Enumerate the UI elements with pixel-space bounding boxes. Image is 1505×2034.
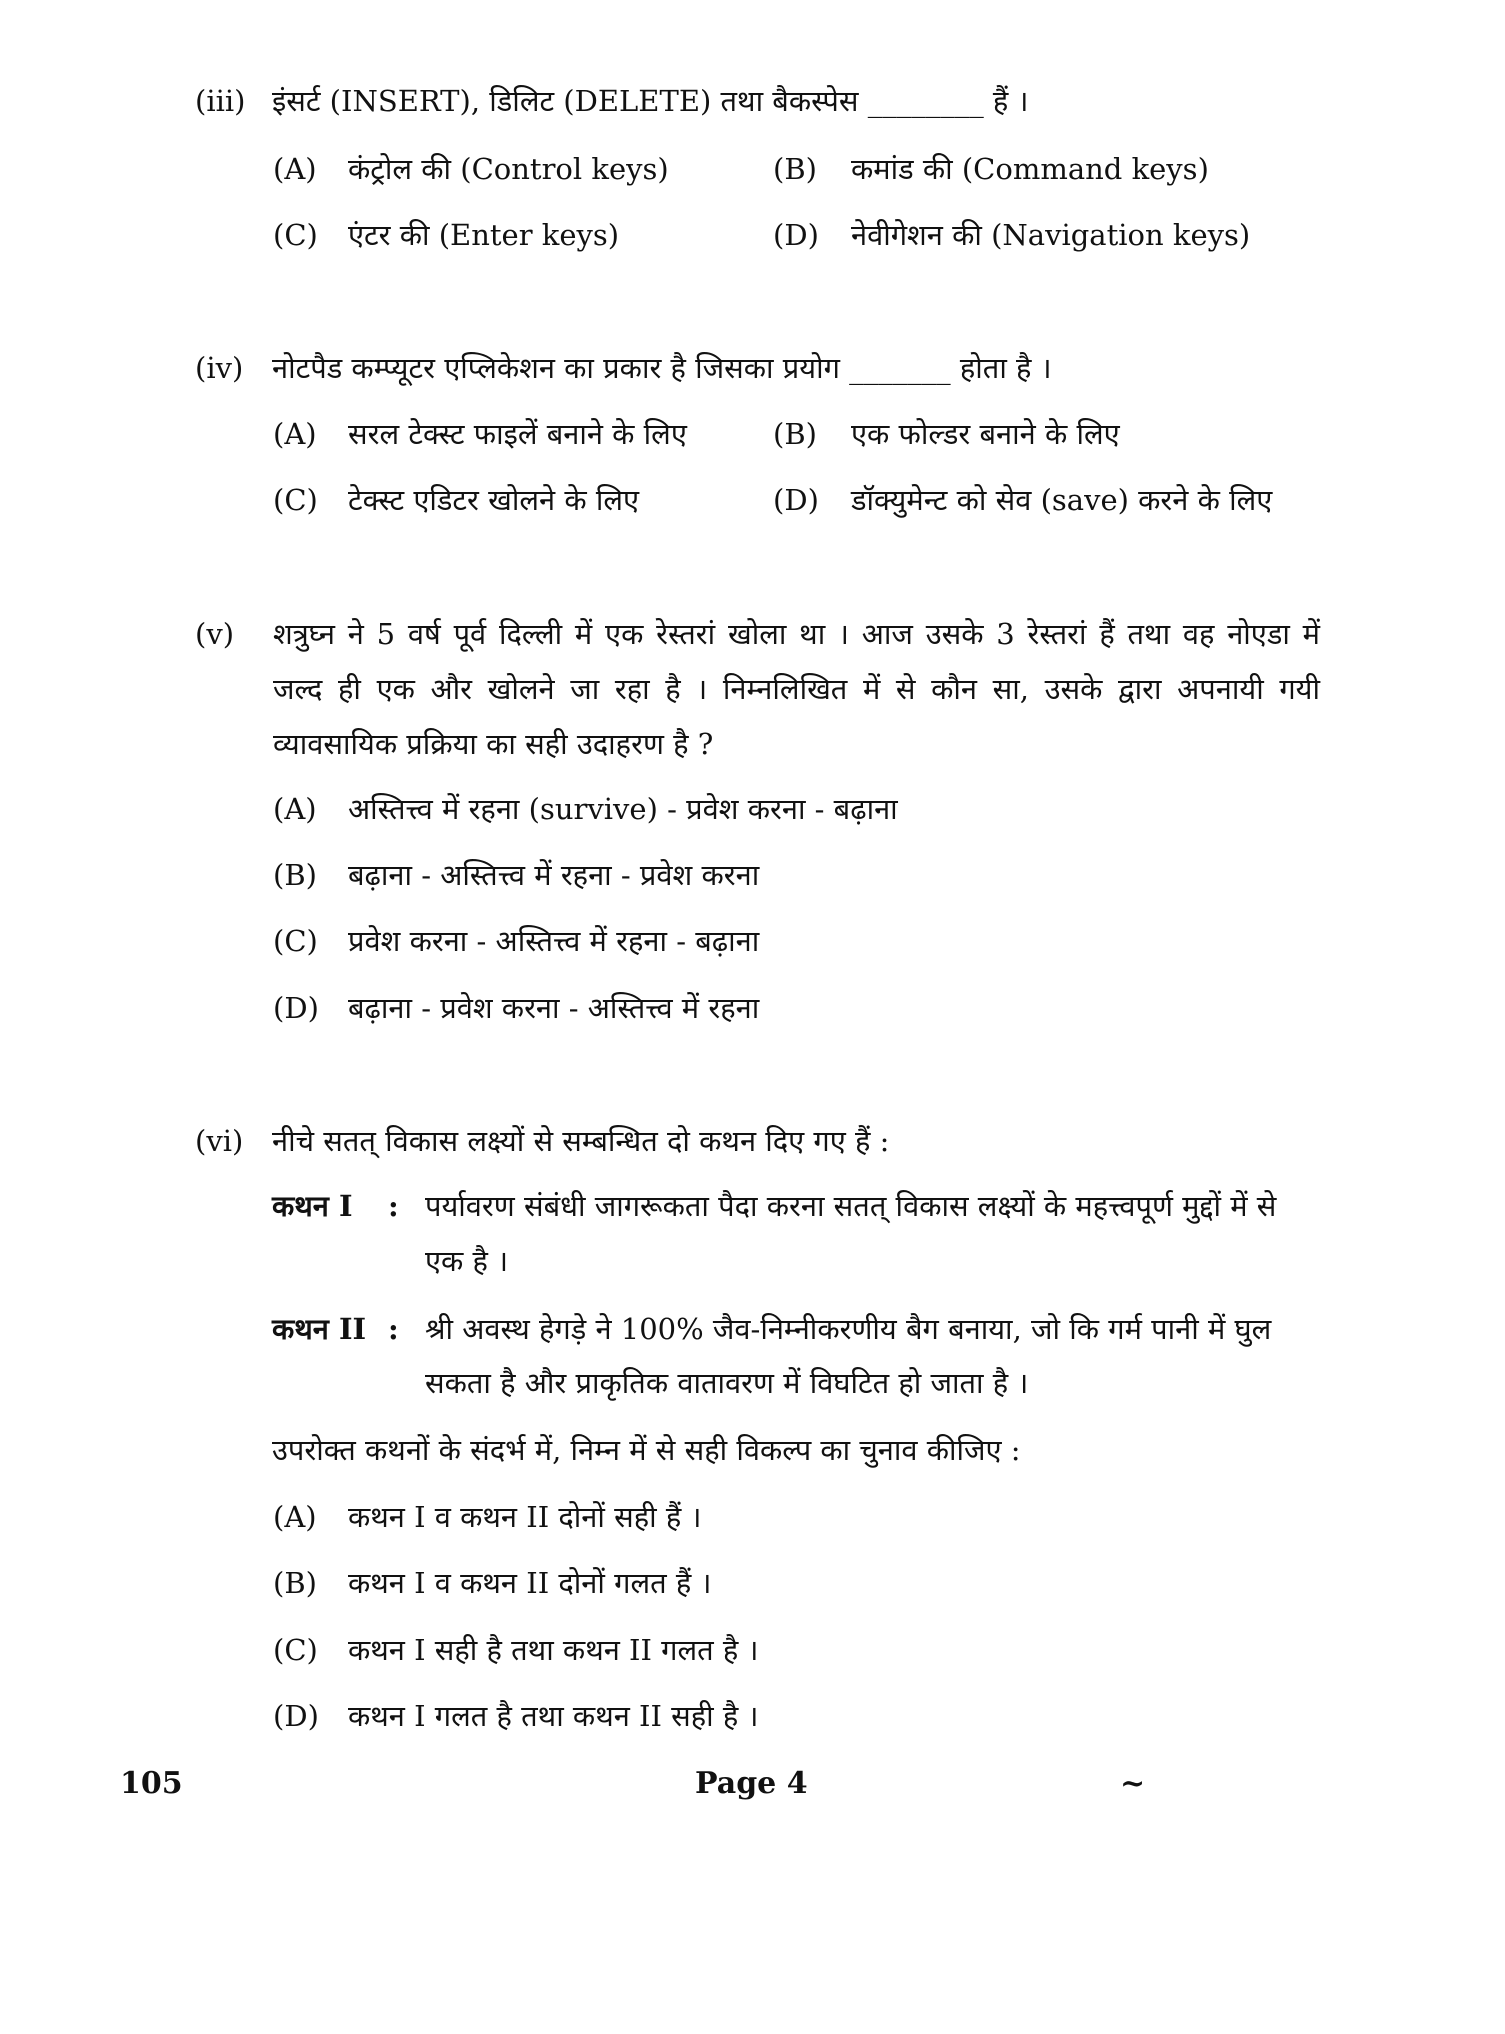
option-text: टेक्स्ट एडिटर खोलने के लिए <box>348 483 640 517</box>
option-text: कथन I व कथन II दोनों गलत हैं । <box>348 1566 712 1600</box>
question-number: (iv) <box>195 351 244 385</box>
option-label: (C) <box>273 218 318 252</box>
option-text: कथन I सही है तथा कथन II गलत है । <box>348 1633 759 1667</box>
statement-1-line: एक है । <box>425 1244 509 1278</box>
option-text: सरल टेक्स्ट फाइलें बनाने के लिए <box>348 417 687 451</box>
option-label: (D) <box>273 1699 319 1733</box>
question-text: नोटपैड कम्प्यूटर एप्लिकेशन का प्रकार है जिसका प्रयोग _______ होता है । <box>272 351 1052 385</box>
question-number: (v) <box>195 617 235 651</box>
option-label: (B) <box>273 858 317 892</box>
option-text: बढ़ाना - अस्तित्त्व में रहना - प्रवेश करना <box>348 858 760 892</box>
statement-1-line: पर्यावरण संबंधी जागरूकता पैदा करना सतत् विकास लक्ष्यों के महत्त्वपूर्ण मुद्दों में से <box>425 1189 1277 1223</box>
option-label: (A) <box>273 792 317 826</box>
option-label: (A) <box>273 1500 317 1534</box>
option-label: (A) <box>273 417 317 451</box>
option-text: प्रवेश करना - अस्तित्त्व में रहना - बढ़ाना <box>348 924 760 958</box>
statement-colon: : <box>388 1312 399 1346</box>
question-number: (iii) <box>195 84 246 118</box>
footer-mark: ~ <box>1120 1766 1146 1801</box>
option-text: कथन I व कथन II दोनों सही हैं । <box>348 1500 702 1534</box>
statement-2-line: सकता है और प्राकृतिक वातावरण में विघटित हो जाता है । <box>425 1366 1029 1400</box>
option-label: (B) <box>273 1566 317 1600</box>
option-label: (A) <box>273 152 317 186</box>
statement-2-line: श्री अवस्थ हेगड़े ने 100% जैव-निम्नीकरणीय बैग बनाया, जो कि गर्म पानी में घुल <box>425 1312 1272 1346</box>
question-text-line: जल्द ही एक और खोलने जा रहा है । निम्नलिखित में से कौन सा, उसके द्वारा अपनायी गयी <box>273 672 1320 706</box>
option-label: (C) <box>273 924 318 958</box>
option-text: बढ़ाना - प्रवेश करना - अस्तित्त्व में रहना <box>348 991 760 1025</box>
option-label: (B) <box>773 152 817 186</box>
option-label: (D) <box>773 218 819 252</box>
option-text: कमांड की (Command keys) <box>851 152 1209 186</box>
option-label: (C) <box>273 483 318 517</box>
statement-colon: : <box>388 1189 399 1223</box>
page-number: Page 4 <box>695 1766 808 1801</box>
instruction-text: उपरोक्त कथनों के संदर्भ में, निम्न में से सही विकल्प का चुनाव कीजिए : <box>272 1433 1021 1467</box>
statement-2-label: कथन II <box>272 1312 367 1346</box>
option-label: (B) <box>773 417 817 451</box>
option-text: कंट्रोल की (Control keys) <box>348 152 669 186</box>
option-text: एक फोल्डर बनाने के लिए <box>851 417 1120 451</box>
option-text: डॉक्युमेन्ट को सेव (save) करने के लिए <box>851 483 1273 517</box>
option-text: कथन I गलत है तथा कथन II सही है । <box>348 1699 759 1733</box>
option-label: (D) <box>773 483 819 517</box>
option-text: एंटर की (Enter keys) <box>348 218 620 252</box>
question-text-line: शत्रुघ्न ने 5 वर्ष पूर्व दिल्ली में एक रेस्तरां खोला था । आज उसके 3 रेस्तरां हैं तथा वह नोएडा में <box>273 617 1320 651</box>
option-text: नेवीगेशन की (Navigation keys) <box>851 218 1251 252</box>
option-label: (C) <box>273 1633 318 1667</box>
paper-code: 105 <box>120 1766 183 1801</box>
option-text: अस्तित्त्व में रहना (survive) - प्रवेश करना - बढ़ाना <box>348 792 898 826</box>
question-text-line: व्यावसायिक प्रक्रिया का सही उदाहरण है ? <box>273 727 714 761</box>
question-number: (vi) <box>195 1124 244 1158</box>
question-text: इंसर्ट (INSERT), डिलिट (DELETE) तथा बैकस्पेस ________ हैं । <box>272 84 1029 118</box>
statement-1-label: कथन I <box>272 1189 353 1223</box>
question-text: नीचे सतत् विकास लक्ष्यों से सम्बन्धित दो कथन दिए गए हैं : <box>272 1124 890 1158</box>
option-label: (D) <box>273 991 319 1025</box>
